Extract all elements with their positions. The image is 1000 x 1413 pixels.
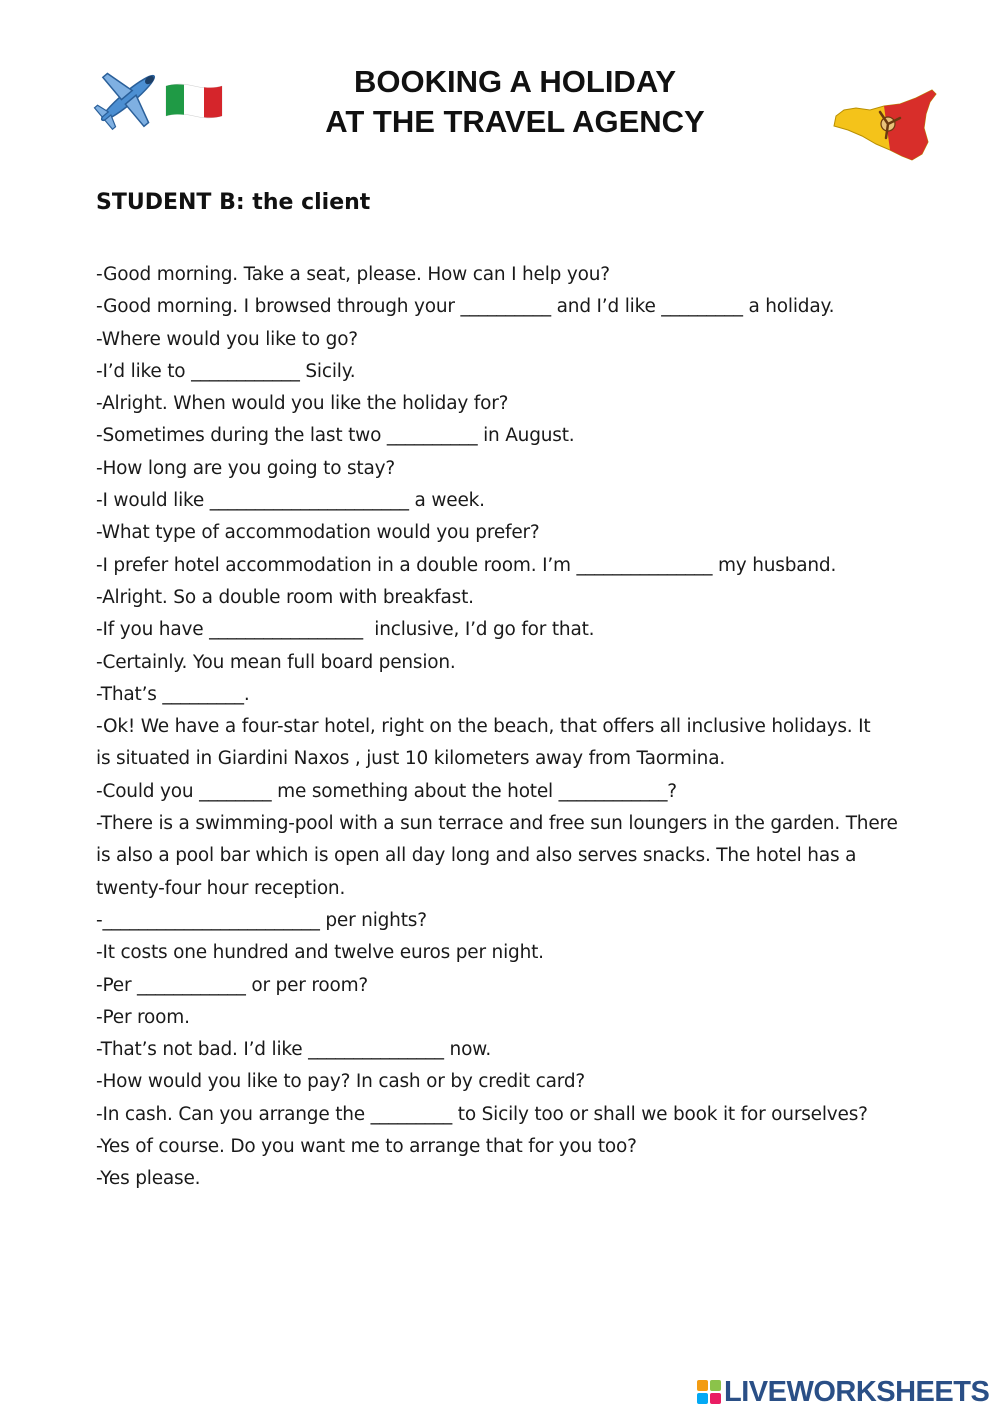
dialogue-line: -Ok! We have a four-star hotel, right on the beach, that offers all inclusive holidays. It <box>96 716 871 738</box>
dialogue-line: twenty-four hour reception. <box>96 877 346 899</box>
worksheet-header <box>0 0 1000 170</box>
title-line-1: BOOKING A HOLIDAY <box>353 64 677 99</box>
dialogue-line: -I would like ______________________ a week. <box>96 490 485 512</box>
italy-flag-icon <box>164 80 224 122</box>
dialogue-line: -Good morning. I browsed through your __________ and I’d like _________ a holiday. <box>96 296 835 318</box>
dialogue-line: -Certainly. You mean full board pension. <box>96 651 456 673</box>
dialogue-line: -How long are you going to stay? <box>96 457 395 479</box>
liveworksheets-brand-text: LIVEWORKSHEETS <box>724 1375 990 1408</box>
dialogue-line: -What type of accommodation would you prefer? <box>96 522 540 544</box>
dialogue-line: -Per ____________ or per room? <box>96 974 369 996</box>
airplane-icon <box>92 62 164 134</box>
dialogue-line: -Yes please. <box>96 1168 201 1190</box>
dialogue-line: -There is a swimming-pool with a sun terrace and free sun loungers in the garden. There <box>96 813 898 835</box>
dialogue-line: -Sometimes during the last two __________ in August. <box>96 425 575 447</box>
dialogue-line: is situated in Giardini Naxos , just 10 kilometers away from Taormina. <box>96 748 726 770</box>
liveworksheets-icon <box>696 1379 722 1405</box>
dialogue-line: -Good morning. Take a seat, please. How can I help you? <box>96 264 610 285</box>
dialogue-list <box>96 259 936 1196</box>
liveworksheets-logo <box>696 1375 989 1409</box>
dialogue-line: -That’s not bad. I’d like _______________ now. <box>96 1039 492 1061</box>
dialogue-line: -________________________ per nights? <box>96 909 427 931</box>
dialogue-line: -If you have _________________ inclusive, I’d go for that. <box>96 619 595 641</box>
dialogue-line: -How would you like to pay? In cash or by credit card? <box>96 1071 586 1093</box>
dialogue-line: is also a pool bar which is open all day long and also serves snacks. The hotel has a <box>96 845 857 867</box>
dialogue-line: -Per room. <box>96 1006 190 1028</box>
dialogue-line: -I’d like to ____________ Sicily. <box>96 360 356 382</box>
worksheet-title <box>250 62 780 142</box>
dialogue-line: -Alright. So a double room with breakfast. <box>96 586 474 608</box>
student-role-heading: STUDENT B: the client <box>96 190 371 215</box>
title-line-2: AT THE TRAVEL AGENCY <box>325 104 705 139</box>
dialogue-line: -That’s _________. <box>96 683 250 705</box>
sicily-map-icon <box>826 84 940 164</box>
dialogue-line: -Yes of course. Do you want me to arrange that for you too? <box>96 1136 637 1158</box>
dialogue-line: -In cash. Can you arrange the _________ to Sicily too or shall we book it for ourselves? <box>96 1103 868 1125</box>
dialogue-line: -Alright. When would you like the holiday for? <box>96 393 509 415</box>
dialogue-line: -I prefer hotel accommodation in a double room. I’m _______________ my husband. <box>96 554 837 576</box>
dialogue-line: -Where would you like to go? <box>96 328 358 350</box>
dialogue-line: -Could you ________ me something about the hotel ____________? <box>96 780 677 802</box>
dialogue-line: -It costs one hundred and twelve euros per night. <box>96 942 544 964</box>
